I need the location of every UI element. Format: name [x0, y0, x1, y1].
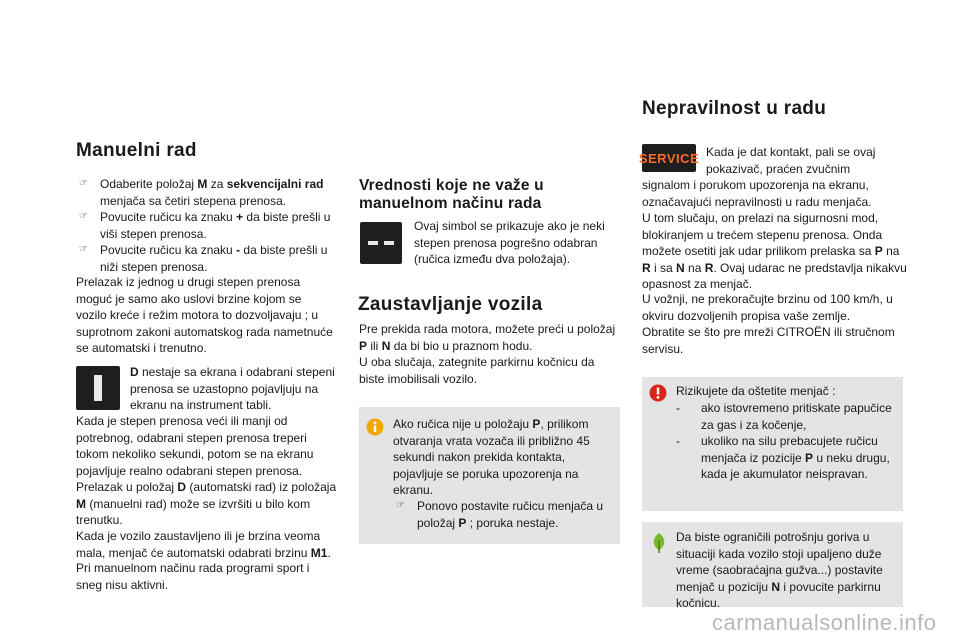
- service-warning-icon: SERVICE: [642, 144, 696, 172]
- hand-bullet-icon: ☞: [79, 178, 88, 189]
- warning-icon: [649, 384, 667, 402]
- nepravilnost-para-b: U tom slučaju, on prelazi na sigurnosni mod, blokiranjem u trećem stepenu prenosa. Onda možete osetiti jak udar prilikom prelaska sa P na R i sa N na R. Ovaj udarac ne predstavlja nikakvu opasnost za menjač.: [642, 211, 907, 291]
- list-item: - ako istovremeno pritiskate papučice za gas i za kočenje,: [676, 401, 892, 432]
- info-icon: [366, 418, 384, 436]
- warning-box: [642, 377, 903, 511]
- warning-box-list: [668, 400, 898, 483]
- hand-bullet-icon: ☞: [79, 244, 88, 255]
- vrednosti-title: Vrednosti koje ne važe u manuelnom načinu rada: [359, 177, 544, 212]
- hand-bullet-icon: ☞: [79, 211, 88, 222]
- nepravilnost-intro: Kada je dat kontakt, pali se ovaj pokazivač, praćen zvučnim: [706, 145, 876, 176]
- leaf-icon: [650, 532, 668, 554]
- list-item: ☞ Povucite ručicu ka znaku + da biste prešli u viši stepen prenosa.: [79, 210, 331, 241]
- zaustavljanje-text: Pre prekida rada motora, možete preći u položaj P ili N da bi bio u praznom hodu. U oba slučaja, zategnite parkirnu kočnicu da biste imobilisali vozilo.: [359, 322, 616, 386]
- manuelni-para1: Prelazak iz jednog u drugi stepen prenosa moguć je samo ako uslovi brzine kojom se vozilo kreće i režim motora to dozvoljavaju ; u suprotnom zakoni automatskog rada nametnuće se automatski i trenutno.: [76, 275, 333, 355]
- zaustavljanje-title: Zaustavljanje vozila: [358, 294, 543, 315]
- eco-box: [642, 522, 903, 610]
- nepravilnost-para-c: U vožnji, ne prekoračujte brzinu od 100 km/h, u okviru dozvoljenih propisa vaše zemlje.: [642, 292, 893, 323]
- info-box-text: Ako ručica nije u položaju P, prilikom otvaranja vrata vozača ili približno 45 sekundi nakon prekida kontakta, pojavljuje se poruka upozorenja na ekranu.: [393, 417, 590, 497]
- hand-bullet-icon: ☞: [396, 500, 405, 511]
- nepravilnost-para-d: Obratite se što pre mreži CITROËN ili stručnom servisu.: [642, 325, 895, 356]
- manuelni-para4: Kada je vozilo zaustavljeno ili je brzina veoma mala, menjač će automatski odabrati brzinu M1.: [76, 529, 331, 560]
- list-item: - ukoliko na silu prebacujete ručicu menjača iz pozicije P u neku drugu, kada je akumulator neispravan.: [676, 434, 890, 481]
- nepravilnost-para-a: signalom i porukom upozorenja na ekranu, označavajući nepravilnosti u radu menjača.: [642, 178, 872, 209]
- nepravilnost-title: Nepravilnost u radu: [642, 98, 827, 119]
- list-item: ☞ Odaberite položaj M za sekvencijalni rad menjača sa četiri stepena prenosa.: [79, 177, 324, 208]
- invalid-gear-icon: [360, 222, 402, 264]
- manuelni-para3: Prelazak u položaj D (automatski rad) iz položaja M (manuelni rad) može se izvršiti u bilo kom trenutku.: [76, 480, 337, 527]
- manuelni-bullet-list: [76, 176, 338, 275]
- info-box-bullet: [393, 498, 611, 531]
- list-item: ☞ Povucite ručicu ka znaku - da biste prešli u niži stepen prenosa.: [79, 243, 328, 274]
- watermark: carmanualsonline.info: [712, 610, 937, 635]
- info-box: [359, 407, 620, 544]
- list-item: ☞ Ponovo postavite ručicu menjača u položaj P ; poruka nestaje.: [396, 499, 604, 530]
- warning-box-intro: Rizikujete da oštetite menjač :: [676, 384, 836, 398]
- vrednosti-text: Ovaj simbol se prikazuje ako je neki stepen prenosa pogrešno odabran (ručica između dva položaja).: [414, 219, 605, 266]
- manuelni-icon-text: D nestaje sa ekrana i odabrani stepeni prenosa se uzastopno pojavljuju na ekranu na instrument tabli.: [130, 365, 335, 412]
- manuelni-para5: Pri manuelnom načinu rada programi sport i sneg nisu aktivni.: [76, 561, 310, 592]
- manuelni-rad-title: Manuelni rad: [76, 140, 197, 161]
- gear-display-icon: [76, 366, 120, 410]
- manuelni-para2: Kada je stepen prenosa veći ili manji od potrebnog, odabrani stepen prenosa treperi tokom nekoliko sekundi, potom se na ekranu pojavljuje realno odabrani stepen prenosa.: [76, 414, 314, 478]
- eco-box-text: Da biste ograničili potrošnju goriva u situaciji kada vozilo stoji upaljeno duže vreme (saobraćajna gužva...) postavite menjač u poziciju N i povucite parkirnu kočnicu.: [676, 530, 883, 610]
